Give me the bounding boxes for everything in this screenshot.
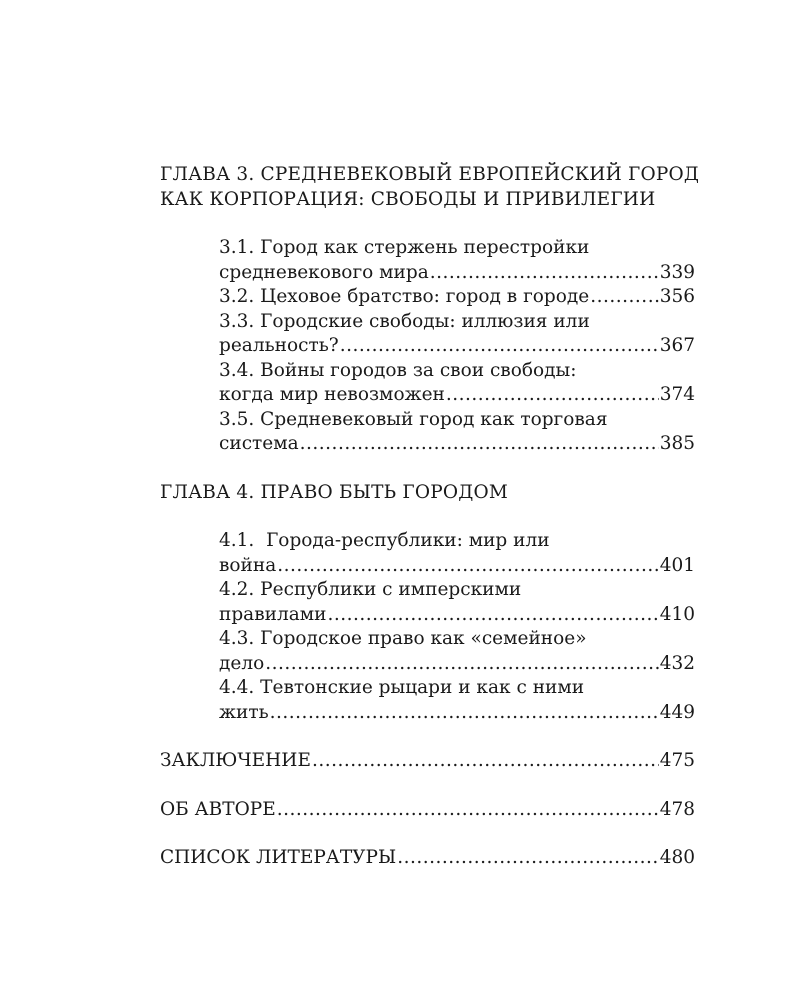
toc-entry-4-3[interactable] xyxy=(219,627,695,676)
toc-entry-4-1[interactable] xyxy=(219,529,695,578)
chapter-4-sections xyxy=(219,529,695,725)
page-number: 356 xyxy=(659,286,695,307)
toc-entry-dotrow xyxy=(219,432,695,457)
toc-entry-4-2[interactable] xyxy=(219,578,695,627)
toc-entry-dotrow xyxy=(219,554,695,579)
toc-entry-about-author[interactable] xyxy=(160,798,695,823)
chapter-3-title-line-1: ГЛАВА 3. СРЕДНЕВЕКОВЫЙ ЕВРОПЕЙСКИЙ ГОРОД xyxy=(160,164,700,185)
toc-entry-text: 3.2. Цеховое братство: город в городе xyxy=(219,286,590,307)
toc-entry-text: 4.3. Городское право как «семейное» xyxy=(219,628,587,649)
toc-entry-dotrow xyxy=(219,285,695,310)
chapter-4 xyxy=(160,481,695,726)
toc-entry-text: война xyxy=(219,554,277,576)
dot-leader xyxy=(312,749,659,774)
page-number: 432 xyxy=(659,652,695,674)
toc-entry-text: 3.3. Городские свободы: иллюзия или xyxy=(219,310,590,332)
dot-leader xyxy=(327,603,658,628)
toc-entry-text: 3.4. Войны городов за свои свободы: xyxy=(219,359,577,381)
toc-entry-text: 3.1. Город как стержень перестройки xyxy=(219,237,590,258)
dot-leader xyxy=(397,846,659,871)
page-number: 480 xyxy=(659,847,695,868)
page-number: 374 xyxy=(659,384,695,405)
page-number: 401 xyxy=(659,554,695,576)
toc-entry-text: система xyxy=(219,433,299,454)
toc-entry-dotrow xyxy=(219,261,695,286)
page-number: 449 xyxy=(659,701,695,723)
dot-leader xyxy=(300,432,659,457)
page-number: 475 xyxy=(659,750,695,771)
toc-entry-3-5[interactable] xyxy=(219,408,695,457)
toc-entry-text: правилами xyxy=(219,603,327,625)
toc-entry-dotrow xyxy=(219,701,695,726)
toc-entry-text: средневекового мира xyxy=(219,261,429,283)
toc-entry-text: ЗАКЛЮЧЕНИЕ xyxy=(160,750,311,771)
toc-entry-text: дело xyxy=(219,652,265,674)
toc-entry-text: когда мир невозможен xyxy=(219,384,445,405)
toc-entry-text: 4.2. Республики с имперскими xyxy=(219,579,522,600)
toc-entry-dotrow xyxy=(219,652,695,677)
toc-entry-text: СПИСОК ЛИТЕРАТУРЫ xyxy=(160,847,397,868)
toc-entry-text: 4.4. Тевтонские рыцари и как с ними xyxy=(219,677,585,698)
chapter-3 xyxy=(160,163,700,457)
page-number: 385 xyxy=(659,433,695,454)
toc-entry-dotrow xyxy=(219,383,695,408)
dot-leader xyxy=(590,285,658,310)
toc-entry-text: реальность? xyxy=(219,335,339,356)
dot-leader xyxy=(265,652,658,677)
toc-entry-dotrow xyxy=(219,603,695,628)
dot-leader xyxy=(277,798,659,823)
page-number: 410 xyxy=(659,603,695,625)
table-of-contents xyxy=(160,163,700,871)
toc-entry-dotrow xyxy=(219,334,695,359)
toc-entry-3-4[interactable] xyxy=(219,359,695,408)
page-number: 367 xyxy=(659,335,695,356)
toc-entry-conclusion[interactable] xyxy=(160,749,695,774)
toc-entry-3-2[interactable] xyxy=(219,285,695,310)
dot-leader xyxy=(340,334,659,359)
dot-leader xyxy=(270,701,659,726)
page-number: 339 xyxy=(659,261,695,283)
toc-entry-4-4[interactable] xyxy=(219,676,695,725)
toc-entry-bibliography[interactable] xyxy=(160,846,695,871)
chapter-3-sections xyxy=(219,236,695,457)
dot-leader xyxy=(430,261,659,286)
toc-entry-text: 3.5. Средневековый город как торговая xyxy=(219,408,608,430)
dot-leader xyxy=(277,554,658,579)
chapter-3-title-line-2: КАК КОРПОРАЦИЯ: СВОБОДЫ И ПРИВИЛЕГИИ xyxy=(160,188,656,210)
toc-entry-3-1[interactable] xyxy=(219,236,695,285)
toc-entry-3-3[interactable] xyxy=(219,310,695,359)
toc-entry-text: жить xyxy=(219,701,269,723)
toc-entry-text: ОБ АВТОРЕ xyxy=(160,798,276,820)
toc-entry-text: 4.1. Города-республики: мир или xyxy=(219,530,550,551)
page-number: 478 xyxy=(659,798,695,820)
dot-leader xyxy=(446,383,659,408)
chapter-4-title: ГЛАВА 4. ПРАВО БЫТЬ ГОРОДОМ xyxy=(160,481,509,503)
